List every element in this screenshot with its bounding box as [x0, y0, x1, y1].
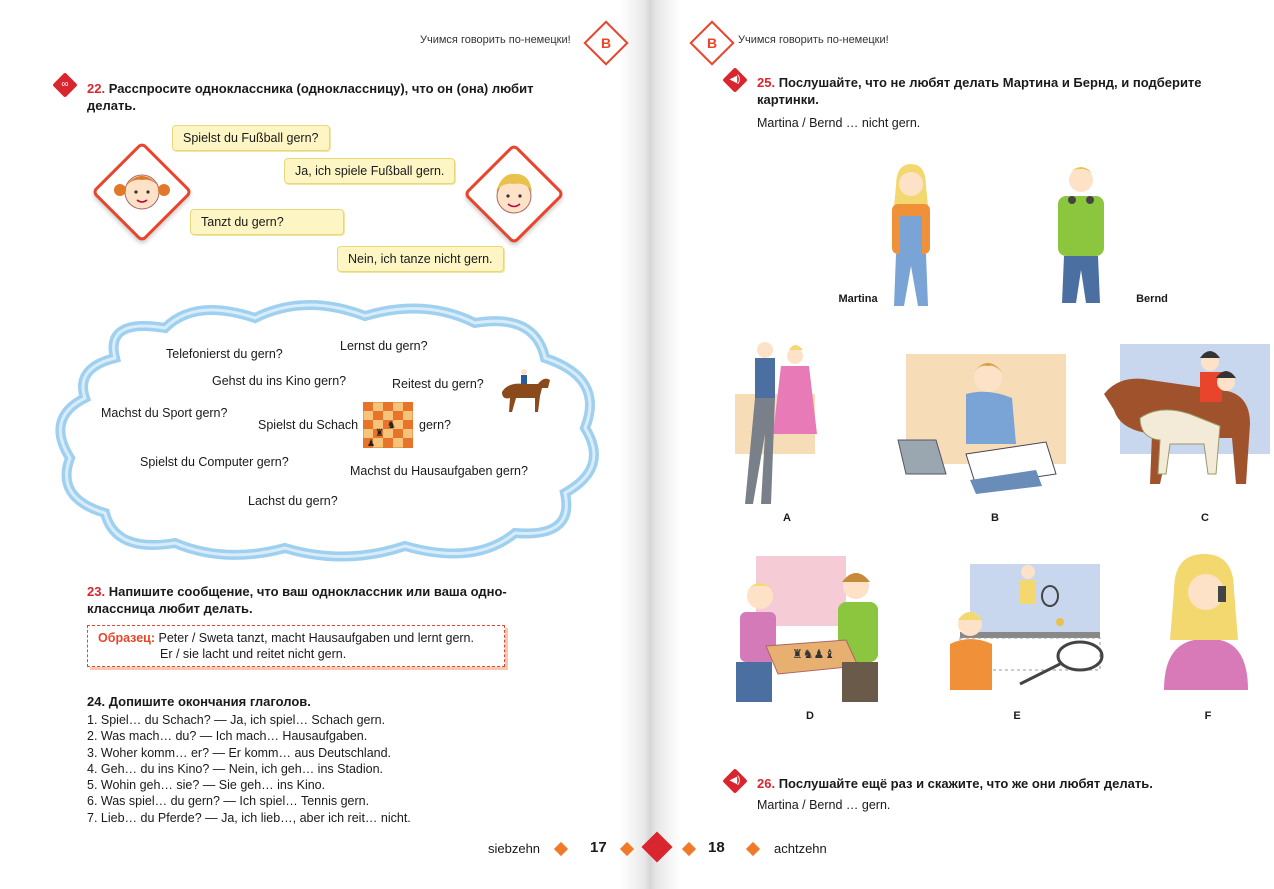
picture-e-tennis	[940, 560, 1110, 700]
phrase-cloud	[45, 298, 605, 566]
footer-word-left: siebzehn	[488, 841, 541, 856]
list-item: 2. Was mach… du? — Ich mach… Hausaufgaben.	[87, 729, 368, 744]
footer-word-right: achtzehn	[774, 841, 827, 856]
book-gutter	[620, 0, 680, 889]
task-23-title: 23. Напишите сообщение, что ваш одноклассник или ваша одно- классница любит делать.	[87, 584, 507, 616]
audio-icon: ◀)	[722, 768, 747, 793]
cloud-phrase-kino: Gehst du ins Kino gern?	[212, 374, 347, 388]
running-head-left: Учимся говорить по-немецки!	[420, 34, 571, 46]
task-26-prompt: Martina / Bernd … gern.	[757, 798, 891, 812]
cloud-phrase-sport: Machst du Sport gern?	[101, 406, 228, 420]
sample-line-2: Er / sie lacht und reitet nicht gern.	[160, 647, 347, 661]
martina-illustration	[866, 156, 956, 306]
svg-text:♞: ♞	[387, 420, 396, 431]
speech-bubble-1: Spielst du Fußball gern?	[172, 125, 330, 151]
list-item: 5. Wohin geh… sie? — Sie geh… ins Kino.	[87, 778, 326, 793]
picture-a-dancing	[725, 334, 835, 510]
task-26-title: 26. Послушайте ещё раз и скажите, что же они любят делать.	[757, 776, 1153, 791]
dialogue-icon: ∞	[52, 72, 77, 97]
running-head-right: Учимся говорить по-немецки!	[738, 34, 889, 46]
picture-d-chess	[726, 556, 890, 704]
footer-diamond-icon	[746, 842, 760, 856]
task-25-prompt: Martina / Bernd … nicht gern.	[757, 116, 921, 130]
task-22-title: 22. Расспросите одноклассника (одноклассницу), что он (она) любит делать.	[87, 81, 534, 113]
list-item: 1. Spiel… du Schach? — Ja, ich spiel… Schach gern.	[87, 713, 386, 727]
page-number-left: 17	[590, 839, 607, 856]
list-item: 3. Woher komm… er? — Er komm… aus Deutschland.	[87, 745, 392, 760]
picture-a-label: A	[783, 512, 791, 524]
sample-label: Образец:	[98, 631, 156, 645]
picture-e-label: E	[1013, 710, 1021, 722]
cloud-phrase-lernst: Lernst du gern?	[340, 339, 428, 353]
cloud-phrase-lachst: Lachst du gern?	[248, 494, 338, 508]
svg-text:♜: ♜	[375, 428, 384, 439]
cloud-phrase-hausaufgaben: Machst du Hausaufgaben gern?	[350, 464, 528, 478]
picture-b-homework	[896, 344, 1076, 494]
cloud-phrase-schach-end: gern?	[419, 418, 451, 432]
svg-text:♜♞♟♝: ♜♞♟♝	[792, 647, 836, 661]
list-item: 7. Lieb… du Pferde? — Ja, ich lieb…, aber ich reit… nicht.	[87, 810, 411, 825]
cloud-phrase-telefonierst: Telefonierst du gern?	[166, 347, 283, 361]
girl-face-illustration	[100, 150, 184, 234]
picture-f-label: F	[1204, 710, 1212, 722]
unit-badge-left: B	[583, 20, 628, 65]
picture-d-label: D	[806, 710, 814, 722]
list-item: 4. Geh… du ins Kino? — Nein, ich geh… ins Stadion.	[87, 761, 383, 776]
sample-line-1: Peter / Sweta tanzt, macht Hausaufgaben und lernt gern.	[158, 631, 474, 645]
unit-badge-right: B	[689, 20, 734, 65]
bernd-label: Bernd	[1136, 293, 1168, 305]
picture-b-label: B	[991, 512, 999, 524]
footer-diamond-icon	[554, 842, 568, 856]
boy-face-illustration	[472, 152, 556, 236]
task-25-title: 25. Послушайте, что не любят делать Мартина и Бернд, и подберите картинки.	[757, 75, 1202, 107]
sample-answer-box	[87, 625, 505, 667]
page-number-right: 18	[708, 839, 725, 856]
audio-icon: ◀)	[722, 67, 747, 92]
picture-c-label: C	[1201, 512, 1209, 524]
martina-label: Martina	[838, 293, 878, 305]
picture-c-horse-riding	[1100, 334, 1272, 498]
task-24-list	[87, 712, 411, 826]
task-24-title: 24. Допишите окончания глаголов.	[87, 694, 311, 709]
footer-diamond-icon	[682, 842, 696, 856]
svg-text:♟: ♟	[367, 438, 376, 448]
chessboard-icon	[363, 402, 413, 448]
cloud-phrase-computer: Spielst du Computer gern?	[140, 455, 289, 469]
bernd-illustration	[1036, 158, 1126, 308]
picture-f-phone	[1154, 550, 1254, 692]
speech-bubble-2: Ja, ich spiele Fußball gern.	[284, 158, 455, 184]
cloud-phrase-reitest: Reitest du gern?	[392, 377, 484, 391]
speech-bubble-3: Tanzt du gern?	[190, 209, 344, 235]
speech-bubble-4: Nein, ich tanze nicht gern.	[337, 246, 504, 272]
horse-rider-icon	[494, 366, 554, 418]
list-item: 6. Was spiel… du gern? — Ich spiel… Tennis gern.	[87, 794, 370, 809]
cloud-phrase-schach: Spielst du Schach	[258, 418, 359, 432]
